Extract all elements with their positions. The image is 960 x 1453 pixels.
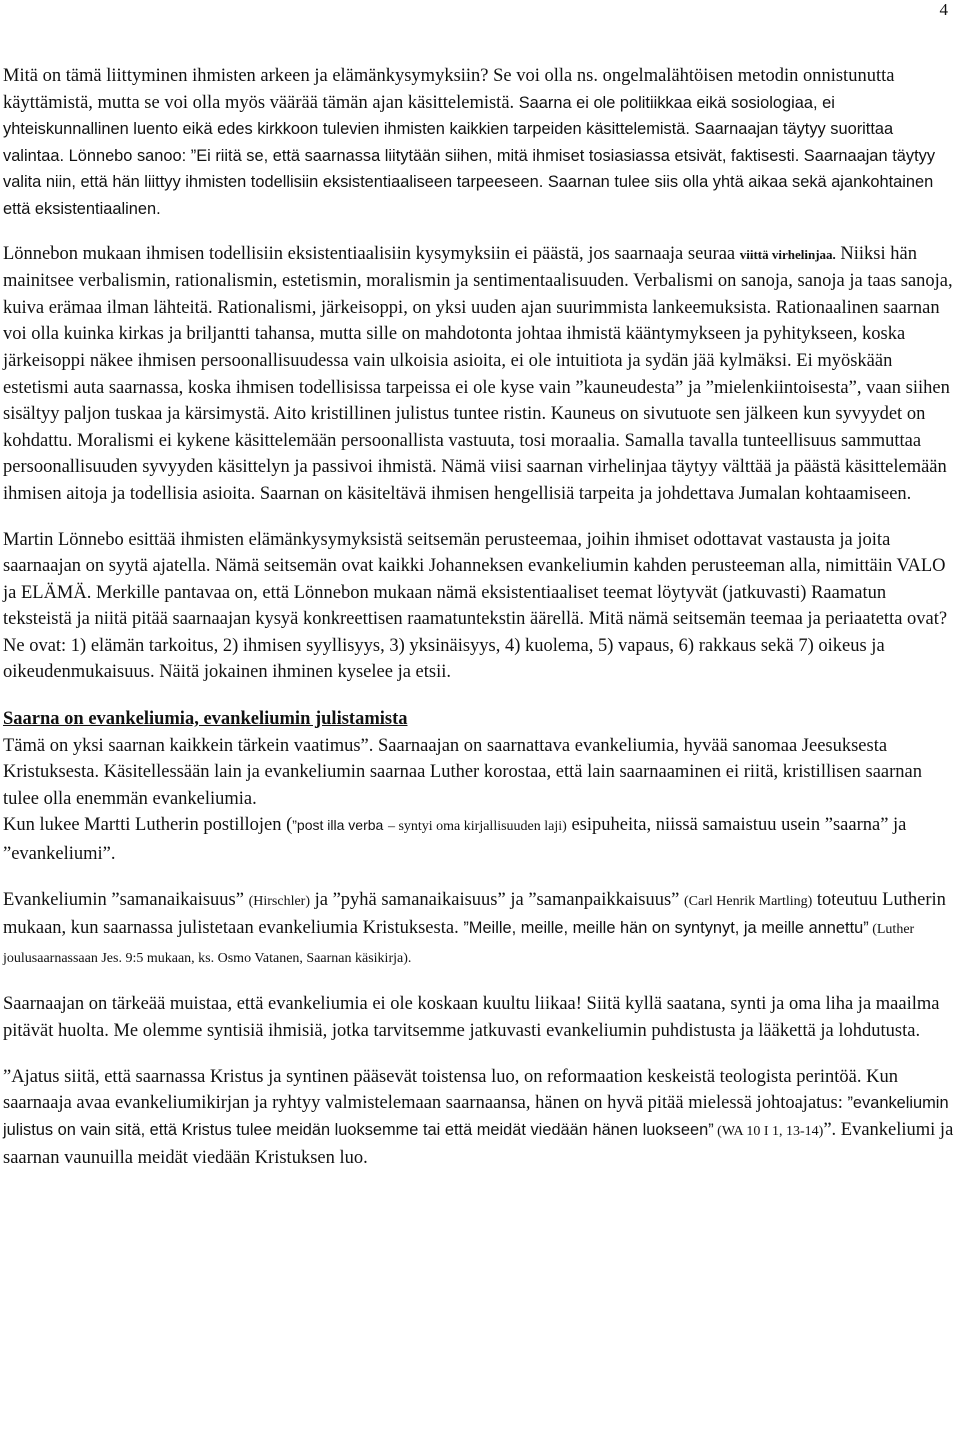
paragraph-4-intro: Tämä on yksi saarnan kaikkein tärkein vaatimus”. Saarnaajan on saarnattava evankeliumia, hyvää sanomaa Jeesuksesta Kristuksesta. Käsitellessään lain ja evankeliumin saarnaa Luther korostaa, että lain saarnaaminen ei riitä, kristillisen saarnan tulee olla enemmän evankeliumia.	[3, 735, 923, 809]
paragraph-1-serif-text: Mitä on tämä liittyminen ihmisten arkeen ja elämänkysymyksiin? Se voi olla ns. ongelmalähtöisen metodin onnistunutta käyttämistä, mutta se voi olla myös väärää tämän ajan käsittelemistä.	[3, 66, 895, 113]
simultaneity-phrase: Evankeliumin ”samanaikaisuus”	[3, 889, 249, 910]
paragraph-7	[3, 1064, 958, 1172]
paragraph-1-sans-text: Saarna ei ole politiikkaa eikä sosiologiaa, ei yhteiskunnallinen luento eikä edes kirkkoon tulevien ihmisten kaikkien tarpeiden käsittelemistä. Saarnaajan täytyy suorittaa valintaa. Lönnebo sanoo: ”Ei riitä se, että saarnassa liitytään siihen, mitä ihmiset tosiasiassa etsivät, faktisesti. Saarnaajan täytyy valita niin, että hän liittyy ihmisten todellisiin eksistentiaaliseen tarpeeseen. Saarnan tulee siis olla yhtä aikaa sekä ajankohtainen että eksistentiaalinen.	[3, 93, 936, 218]
page-number: 4	[939, 0, 948, 19]
gospel-proclamation-quote: ”evankeliumin julistus on vain sitä, että Kristus tulee meidän luoksemme tai että meidät viedään hänen luokseen”	[3, 1094, 949, 1139]
paragraph-4-luther-lead: Kun lukee Martti Lutherin postillojen (	[3, 815, 293, 836]
paragraph-3: Martin Lönnebo esittää ihmisten elämänkysymyksistä seitsemän perusteemaa, joihin ihmiset odottavat vastausta ja joita saarnaajan on syytä ajatella. Nämä seitsemän ovat kaikki Johanneksen evankeliumin kahden perusteeman alla, nimittäin VALO ja ELÄMÄ. Merkille pantavaa on, että Lönnebon mukaan nämä eksistentiaaliset teemat löytyvät (jatkuvasti) Raamatun teksteistä ja niitä pitää saarnaajan kysyä konkreettisen raamatuntekstin äärellä. Mitä nämä seitsemän teemaa ja periaatetta ovat? Ne ovat: 1) elämän tarkoitus, 2) ihmisen syyllisyys, 3) yksinäisyys, 4) kuolema, 5) vapaus, 6) rakkaus sekä 7) oikeus ja oikeudenmukaisuus. Näitä jokainen ihminen kyselee ja etsii.	[3, 529, 948, 683]
paragraph-4-end: esipuheita, niissä samaistuu usein ”saarna” ja ”evankeliumi”.	[3, 815, 907, 865]
weimar-edition-ref: (WA 10 I 1, 13-14)	[713, 1123, 824, 1139]
post-illa-verba-note: – syntyi oma kirjallisuuden laji)	[387, 819, 567, 835]
paragraph-7-end: ”. Evankeliumi ja saarnan vaunuilla meidät viedään Kristuksen luo.	[3, 1119, 954, 1169]
paragraph-5	[3, 887, 958, 973]
holy-simultaneity-phrase: ja ”pyhä samanaikaisuus” ja ”samanpaikkaisuus”	[310, 889, 684, 910]
luther-christmas-quote: ”Meille, meille, meille hän on syntynyt, ja meille annettu”	[463, 919, 869, 938]
paragraph-7-intro: ”Ajatus siitä, että saarnassa Kristus ja syntinen pääsevät toistensa luo, on reformaation keskeistä teologista perintöä. Kun saarnaaja avaa evankeliumikirjan ja ryhtyy valmistelemaan saarnaansa, hänen on hyvä pitää mielessä johtoajatus:	[3, 1066, 898, 1114]
paragraph-5-middle: toteutuu Lutherin mukaan, kun saarnassa julistetaan evankeliumia Kristuksesta.	[3, 889, 946, 939]
post-illa-verba-phrase: ”post illa verba	[292, 817, 384, 834]
paragraph-4	[3, 733, 958, 868]
section-heading: Saarna on evankeliumia, evankeliumin julistamista	[3, 709, 408, 730]
paragraph-2-body: Niiksi hän mainitsee verbalismin, rationalismin, estetismin, moralismin ja sentimentaalisuuden. Verbalismi on sanoja, sanoja ja taas sanoja, kuiva erämaa ilman lähteitä. Rationalismi, järkeisoppi, on yksi uuden ajan suurimmista lankeemuksista. Rationaalinen saarnan voi olla kuinka kirkas ja briljantti tahansa, mutta sille on mahdotonta johtaa ihmistä kääntymykseen ja pyhitykseen, koska järkeisoppi näkee ihmisen persoonallisuudessa vain ulkoisia asioita, ei ole intuitiota ja sydän jää kylmäksi. Ei myöskään estetismi auta saarnassa, koska ihmisen todellisissa tarpeissa ei ole kyse vain ”kauneudesta” ja ”mielenkiintoisesta”, vaan siihen sisältyy paljon tuskaa ja kärsimystä. Aito kristillinen julistus tuntee ristin. Kauneus on sivutuote sen jälkeen kun syvyydet on kohdattu. Moralismi ei kykene käsittelemään persoonallista vastuuta, tosi moraalia. Samalla tavalla tunteellisuus sammuttaa persoonallisuuden syvyyden käsittelyn ja passivoi ihmistä. Nämä viisi saarnan virhelinjaa täytyy välttää ja päästä käsittelemään ihmisen aitoja ja todellisia asioita. Saarnan on käsiteltävä ihmisen hengellisiä tarpeita ja johdettava Jumalan kohtaamiseen.	[3, 243, 953, 504]
five-error-lines-term: viittä virhelinjaa.	[739, 246, 836, 262]
document-body	[3, 63, 958, 1172]
luther-christmas-source: (Luther joulusaarnassaan Jes. 9:5 mukaan, ks. Osmo Vatanen, Saarnan käsikirja).	[3, 922, 915, 966]
martling-ref: (Carl Henrik Martling)	[683, 893, 813, 909]
hirschler-ref: (Hirschler)	[248, 893, 310, 909]
paragraph-6: Saarnaajan on tärkeää muistaa, että evankeliumia ei ole koskaan kuultu liikaa! Siitä kyllä saatana, synti ja oma liha ja maailma pitävät huolta. Me olemme syntisiä ihmisiä, jotka tarvitsemme jatkuvasti evankeliumin puhdistusta ja lääkettä ja lohdutusta.	[3, 994, 940, 1041]
paragraph-2	[3, 241, 958, 508]
paragraph-2-intro: Lönnebon mukaan ihmisen todellisiin eksistentiaalisiin kysymyksiin ei päästä, jos saarnaaja seuraa	[3, 243, 740, 264]
paragraph-1	[3, 63, 958, 223]
